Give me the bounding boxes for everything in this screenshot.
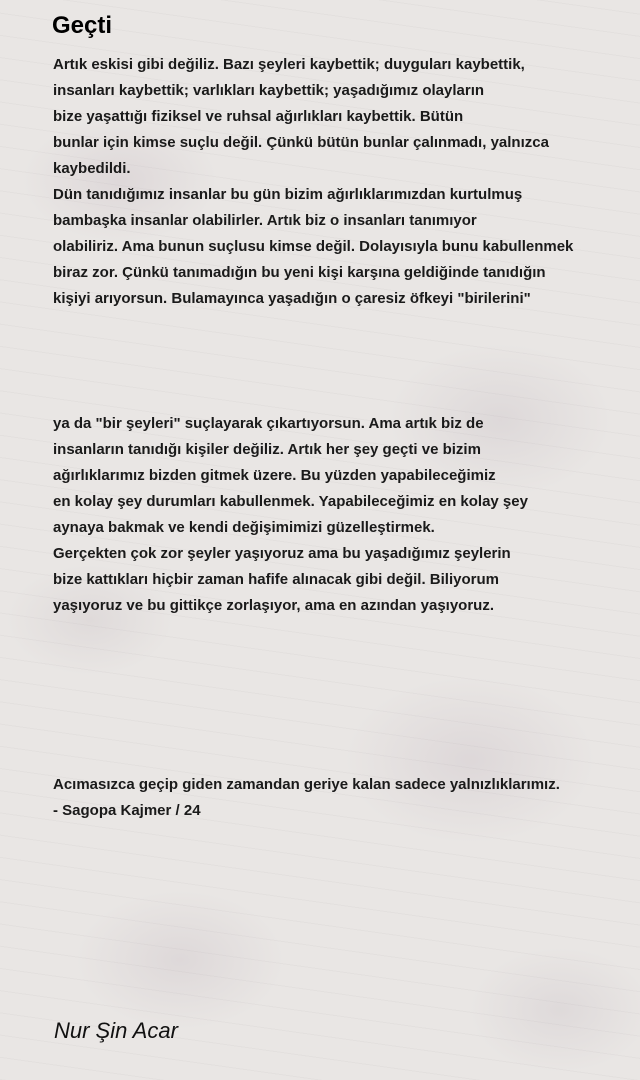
poem-stanza-1 [53, 52, 623, 312]
poem-line: ya da "bir şeyleri" suçlayarak çıkartıyorsun. Ama artık biz de [53, 415, 484, 432]
poem-attribution: - Sagopa Kajmer / 24 [53, 802, 201, 819]
poem-stanza-3 [53, 772, 623, 824]
poem-line: bize kattıkları hiçbir zaman hafife alınacak gibi değil. Biliyorum [53, 571, 499, 588]
poem-line: aynaya bakmak ve kendi değişimimizi güzelleştirmek. [53, 519, 435, 536]
poem-line: bambaşka insanlar olabilirler. Artık biz o insanları tanımıyor [53, 212, 477, 229]
poem-line: insanları kaybettik; varlıkları kaybettik; yaşadığımız olayların [53, 82, 485, 99]
poem-line: bize yaşattığı fiziksel ve ruhsal ağırlıkları kaybettik. Bütün [53, 108, 464, 125]
poem-line: insanların tanıdığı kişiler değiliz. Artık her şey geçti ve bizim [53, 441, 481, 458]
poem-line: ağırlıklarımız bizden gitmek üzere. Bu yüzden yapabileceğimiz [53, 467, 496, 484]
poem-line: Gerçekten çok zor şeyler yaşıyoruz ama bu yaşadığımız şeylerin [53, 545, 511, 562]
poem-line: en kolay şey durumları kabullenmek. Yapabileceğimiz en kolay şey [53, 493, 528, 510]
poem-line: bunlar için kimse suçlu değil. Çünkü bütün bunlar çalınmadı, yalnızca [53, 134, 549, 151]
poem-line: Artık eskisi gibi değiliz. Bazı şeyleri kaybettik; duyguları kaybettik, [53, 56, 525, 73]
poem-line: kişiyi arıyorsun. Bulamayınca yaşadığın o çaresiz öfkeyi "birilerini" [53, 290, 531, 307]
poem-line: Acımasızca geçip giden zamandan geriye kalan sadece yalnızlıklarımız. [53, 776, 560, 793]
poem-title: Geçti [52, 12, 113, 39]
author-name: Nur Şin Acar [54, 1018, 178, 1043]
poem-line: kaybedildi. [53, 160, 131, 177]
poem-line: biraz zor. Çünkü tanımadığın bu yeni kişi karşına geldiğinde tanıdığın [53, 264, 546, 281]
poem-stanza-2 [53, 411, 623, 619]
poem-line: olabiliriz. Ama bunun suçlusu kimse değil. Dolayısıyla bunu kabullenmek [53, 238, 574, 255]
poem-line: Dün tanıdığımız insanlar bu gün bizim ağırlıklarımızdan kurtulmuş [53, 186, 523, 203]
poem-line: yaşıyoruz ve bu gittikçe zorlaşıyor, ama en azından yaşıyoruz. [53, 597, 494, 614]
